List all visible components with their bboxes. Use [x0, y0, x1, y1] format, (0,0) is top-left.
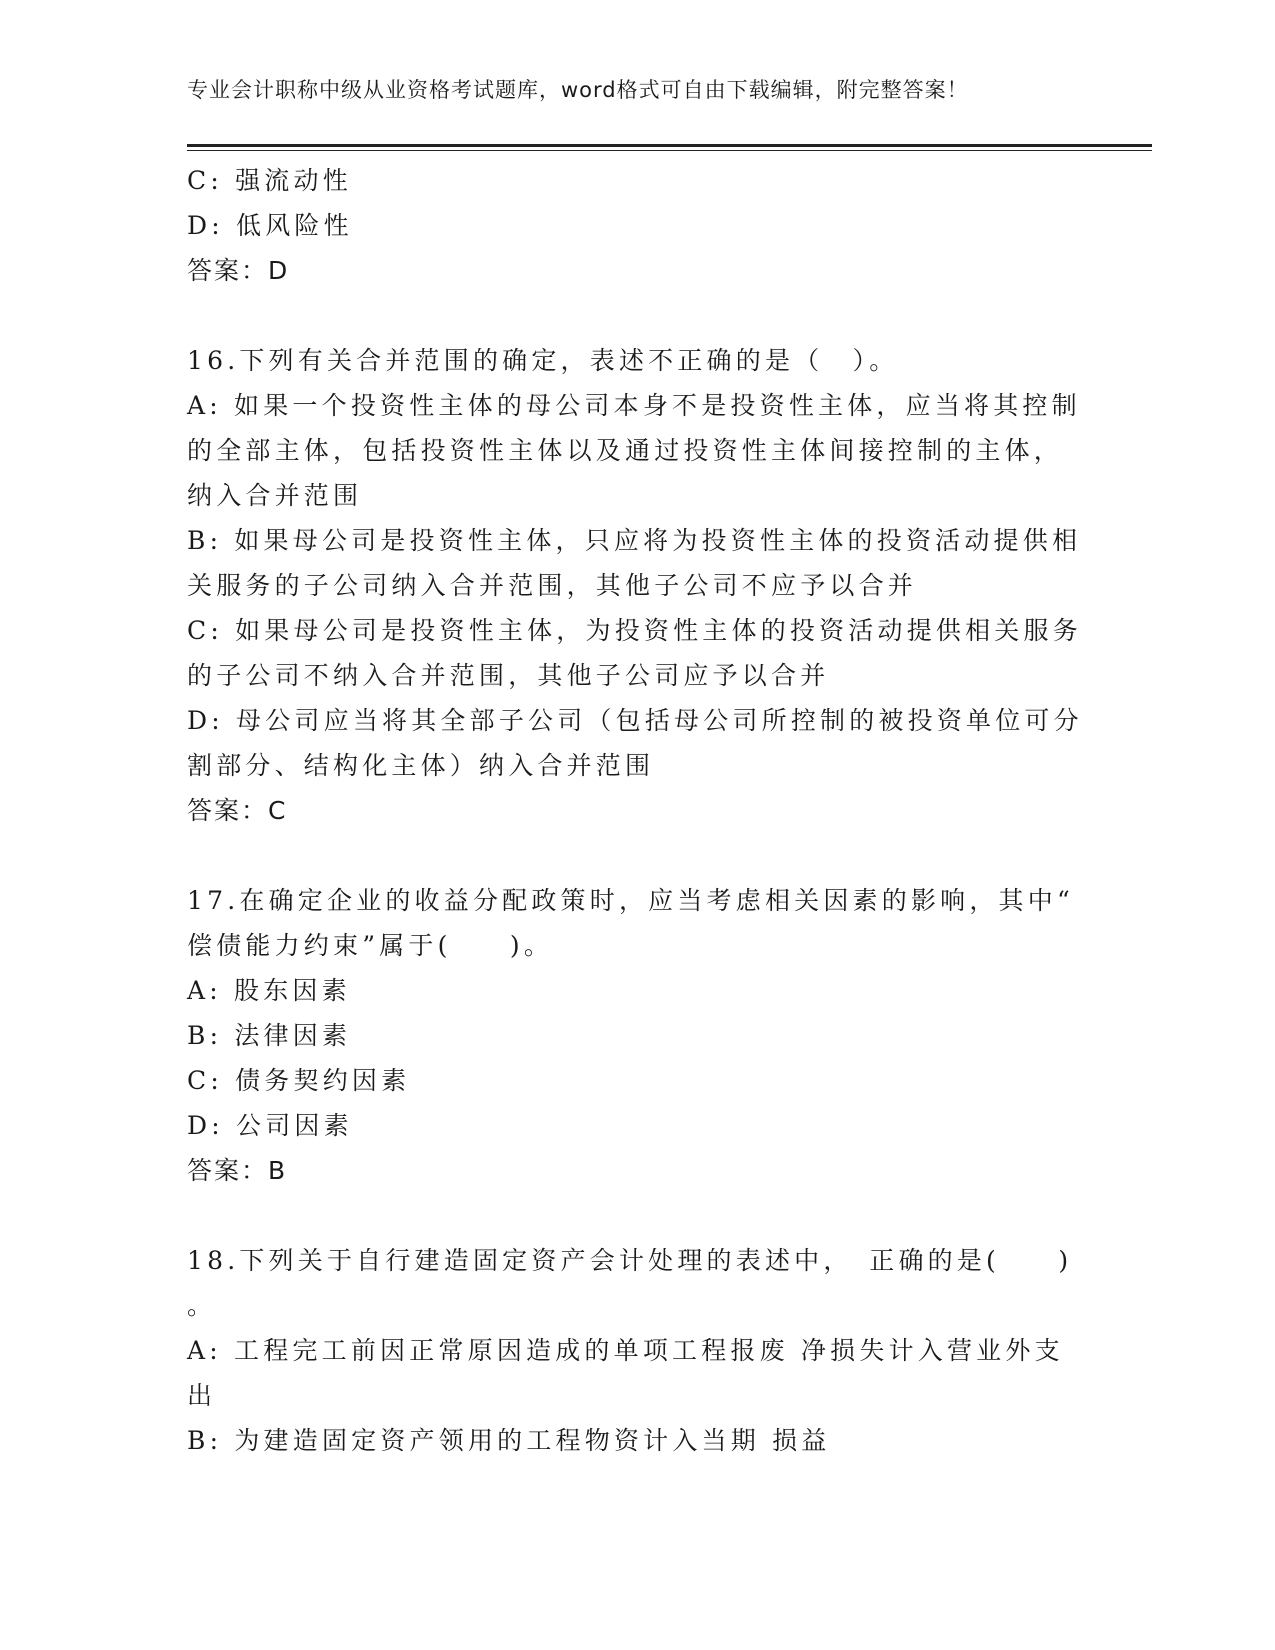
q17-stem-line2: 偿债能力约束”属于( )。 [187, 931, 554, 960]
q16-stem: 16.下列有关合并范围的确定，表述不正确的是（ ）。 [187, 346, 899, 375]
q18-option-a-line1: A: 工程完工前因正常原因造成的单项工程报废 净损失计入营业外支 [187, 1336, 1064, 1365]
prev-option-c: C: 强流动性 [187, 166, 352, 195]
q16-option-b-line1: B: 如果母公司是投资性主体，只应将为投资性主体的投资活动提供相 [187, 526, 1082, 555]
document-body [187, 158, 1087, 1463]
q17-option-a: A: 股东因素 [187, 976, 351, 1005]
q17-answer: 答案：B [187, 1156, 288, 1185]
q16-option-c-line2: 的子公司不纳入合并范围，其他子公司应予以合并 [187, 661, 830, 690]
q16-option-d-line1: D: 母公司应当将其全部子公司（包括母公司所控制的被投资单位可分 [187, 706, 1083, 735]
q18-stem-line1: 18.下列关于自行建造固定资产会计处理的表述中， 正确的是( ) [187, 1246, 1073, 1275]
spacer [187, 1193, 1087, 1238]
spacer [187, 293, 1087, 338]
q16-answer: 答案：C [187, 796, 288, 825]
q17-option-b: B: 法律因素 [187, 1021, 352, 1050]
q17-option-d: D: 公司因素 [187, 1111, 353, 1140]
q17-stem-line1: 17.在确定企业的收益分配政策时，应当考虑相关因素的影响，其中“ [187, 886, 1074, 915]
q16-option-d-line2: 割部分、结构化主体）纳入合并范围 [187, 751, 655, 780]
header-rule-thin [187, 150, 1152, 151]
spacer [187, 833, 1087, 878]
q18-stem-line2: 。 [187, 1291, 217, 1320]
page-header: 专业会计职称中级从业资格考试题库，word格式可自由下载编辑，附完整答案！ [187, 78, 969, 102]
q16-option-a-line3: 纳入合并范围 [187, 481, 363, 510]
q18-option-b: B: 为建造固定资产领用的工程物资计入当期 损益 [187, 1426, 831, 1455]
prev-option-d: D: 低风险性 [187, 211, 353, 240]
q16-option-a-line2: 的全部主体，包括投资性主体以及通过投资性主体间接控制的主体， [187, 436, 1064, 465]
q16-option-c-line1: C: 如果母公司是投资性主体，为投资性主体的投资活动提供相关服务 [187, 616, 1082, 645]
q18-option-a-line2: 出 [187, 1381, 217, 1410]
q16-option-b-line2: 关服务的子公司纳入合并范围，其他子公司不应予以合并 [187, 571, 918, 600]
prev-answer: 答案：D [187, 256, 290, 285]
header-rule-thick [187, 144, 1152, 147]
q16-option-a-line1: A: 如果一个投资性主体的母公司本身不是投资性主体，应当将其控制 [187, 391, 1081, 420]
q17-option-c: C: 债务契约因素 [187, 1066, 411, 1095]
